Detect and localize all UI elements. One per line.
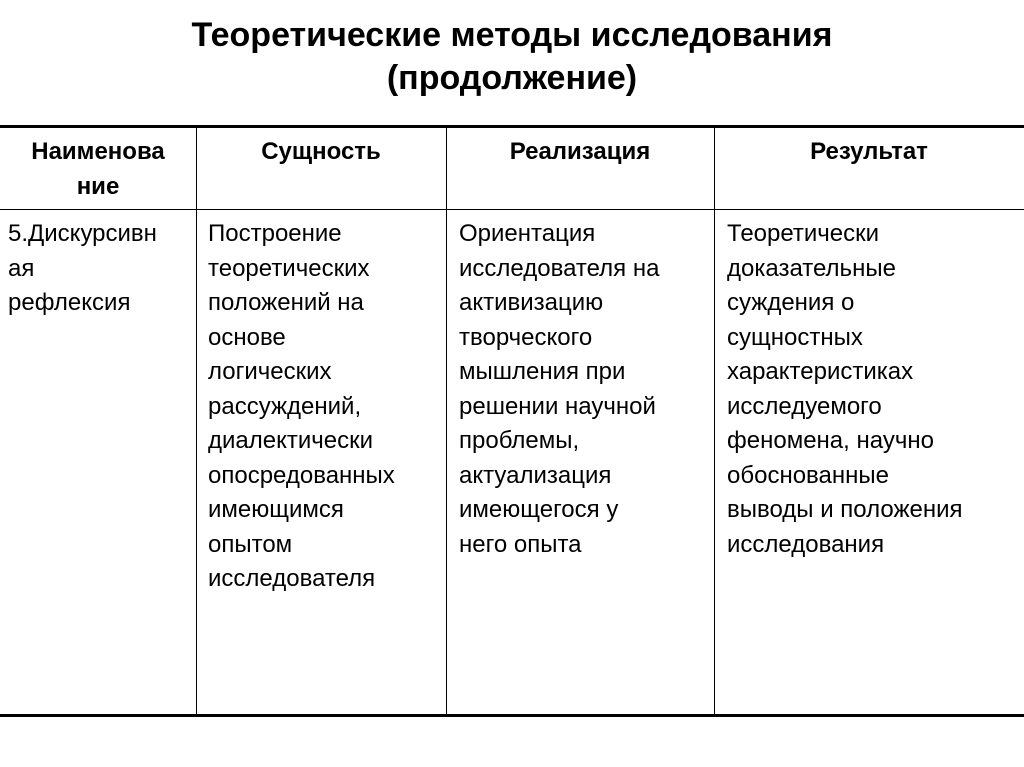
cell-realization-line: творческого	[459, 323, 593, 351]
cell-result	[727, 217, 1023, 562]
header-realization: Реализация	[509, 138, 651, 165]
cell-realization-line: исследователя на	[459, 254, 660, 282]
cell-realization	[459, 217, 713, 562]
title-line-2: (продолжение)	[386, 59, 638, 97]
header-result: Результат	[810, 138, 928, 165]
header-divider	[0, 209, 1024, 210]
cell-result-line: исследуемого	[727, 392, 882, 420]
page-title	[0, 14, 1024, 100]
cell-realization-line: него опыта	[459, 530, 582, 558]
column-divider-2	[446, 125, 447, 715]
cell-name-line: ая	[8, 254, 35, 282]
column-divider-3	[714, 125, 715, 715]
cell-name-line: 5.Дискурсивн	[8, 220, 157, 247]
cell-result-line: феномена, научно	[727, 427, 934, 454]
cell-result-line: сущностных	[727, 323, 863, 351]
cell-realization-line: активизацию	[459, 289, 604, 316]
cell-essence-line: диалектически	[208, 427, 374, 454]
header-name-line-1: Наименова	[31, 138, 165, 165]
cell-realization-line: Ориентация	[459, 220, 596, 247]
cell-essence-line: основе	[208, 323, 286, 351]
cell-essence-line: положений на	[208, 289, 364, 316]
cell-result-line: доказательные	[727, 254, 896, 282]
cell-essence-line: опытом	[208, 530, 293, 558]
table-top-border	[0, 125, 1024, 128]
column-divider-1	[196, 125, 197, 715]
cell-result-line: исследования	[727, 530, 885, 558]
title-line-1: Теоретические методы исследования	[191, 16, 833, 54]
table-bottom-border	[0, 714, 1024, 717]
cell-essence-line: рассуждений,	[208, 392, 362, 420]
cell-result-line: обоснованные	[727, 461, 889, 489]
header-name	[0, 134, 196, 204]
cell-realization-line: мышления при	[459, 358, 626, 385]
cell-essence-line: теоретических	[208, 254, 370, 282]
cell-realization-line: решении научной	[459, 392, 656, 420]
cell-result-line: выводы и положения	[727, 496, 963, 523]
cell-result-line: характеристиках	[727, 358, 914, 385]
cell-name	[8, 217, 196, 321]
header-name-line-2: ние	[76, 173, 120, 200]
cell-essence-line: исследователя	[208, 565, 376, 592]
cell-result-line: суждения о	[727, 289, 855, 316]
cell-essence-line: логических	[208, 358, 332, 385]
header-essence: Сущность	[261, 138, 381, 165]
cell-realization-line: актуализация	[459, 461, 612, 489]
cell-essence-line: Построение	[208, 220, 342, 247]
cell-realization-line: проблемы,	[459, 427, 580, 454]
methods-table	[0, 125, 1024, 715]
cell-essence-line: опосредованных	[208, 461, 395, 489]
cell-essence	[208, 217, 444, 597]
cell-realization-line: имеющегося у	[459, 496, 619, 523]
cell-result-line: Теоретически	[727, 220, 880, 247]
cell-name-line: рефлексия	[8, 289, 131, 316]
cell-essence-line: имеющимся	[208, 496, 344, 523]
